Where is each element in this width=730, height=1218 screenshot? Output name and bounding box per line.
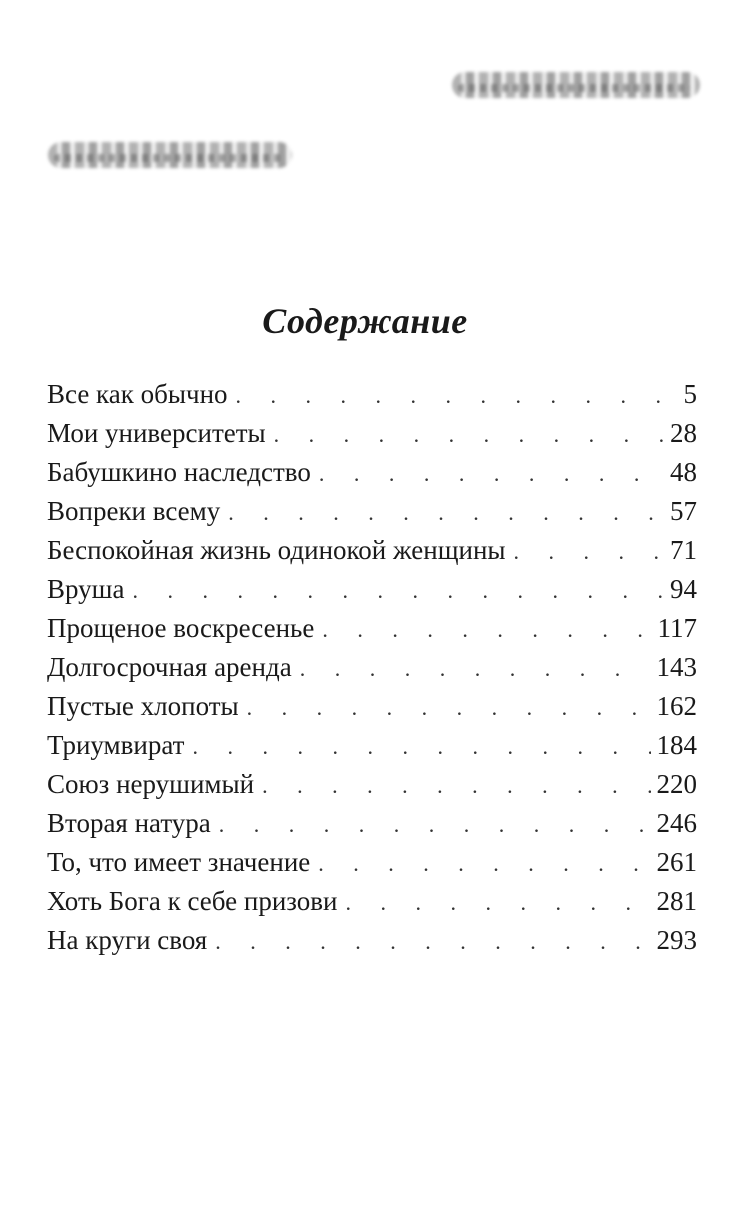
dot-leader	[262, 766, 650, 805]
toc-page-number: 184	[656, 730, 697, 760]
toc-entry[interactable]	[47, 531, 697, 570]
toc-entry[interactable]	[47, 843, 697, 882]
toc-page-number: 143	[656, 652, 697, 682]
toc-entry[interactable]	[47, 375, 697, 414]
redacted-smudge-top-left	[48, 142, 292, 168]
dot-leader	[318, 844, 650, 883]
toc-entry[interactable]	[47, 414, 697, 453]
toc-entry[interactable]	[47, 765, 697, 804]
toc-entry[interactable]	[47, 453, 697, 492]
toc-entry[interactable]	[47, 726, 697, 765]
dot-leader	[219, 805, 651, 844]
toc-page-number: 162	[656, 691, 697, 721]
toc-page-number: 5	[683, 379, 697, 409]
dot-leader	[192, 727, 650, 766]
toc-page-number: 71	[670, 535, 697, 565]
toc-page-number: 246	[656, 808, 697, 838]
toc-page-number: 220	[656, 769, 697, 799]
toc-entry-title: Союз нерушимый	[47, 769, 255, 799]
toc-entry-title: Хоть Бога к себе призови	[47, 886, 338, 916]
toc-entry[interactable]	[47, 648, 697, 687]
toc-entry-title: Беспокойная жизнь одинокой женщины	[47, 535, 506, 565]
toc-entry-title: Бабушкино наследство	[47, 457, 311, 487]
toc-page-number: 48	[670, 457, 697, 487]
dot-leader	[322, 610, 651, 649]
page-title: Содержание	[262, 301, 468, 341]
dot-leader	[300, 649, 651, 688]
toc-entry-title: Пустые хлопоты	[47, 691, 239, 721]
toc-entry-title: Вруша	[47, 574, 125, 604]
table-of-contents	[47, 375, 697, 960]
dot-leader	[132, 571, 664, 610]
toc-entry[interactable]	[47, 921, 697, 960]
dot-leader	[274, 415, 664, 454]
toc-entry[interactable]	[47, 609, 697, 648]
toc-page-number: 94	[670, 574, 697, 604]
toc-entry-title: Прощеное воскресенье	[47, 613, 315, 643]
dot-leader	[215, 922, 650, 961]
toc-entry-title: То, что имеет значение	[47, 847, 311, 877]
dot-leader	[346, 883, 651, 922]
toc-page-number: 261	[656, 847, 697, 877]
toc-entry[interactable]	[47, 804, 697, 843]
toc-entry-title: Все как обычно	[47, 379, 228, 409]
toc-entry[interactable]	[47, 882, 697, 921]
toc-page-number: 28	[670, 418, 697, 448]
dot-leader	[514, 532, 664, 571]
toc-page-number: 281	[656, 886, 697, 916]
toc-page-number: 57	[670, 496, 697, 526]
toc-entry[interactable]	[47, 570, 697, 609]
toc-entry[interactable]	[47, 687, 697, 726]
toc-page-number: 293	[656, 925, 697, 955]
toc-entry-title: На круги своя	[47, 925, 208, 955]
toc-page-number: 117	[657, 613, 697, 643]
redacted-smudge-top-right	[452, 72, 700, 98]
toc-entry-title: Долгосрочная аренда	[47, 652, 292, 682]
toc-entry[interactable]	[47, 492, 697, 531]
dot-leader	[236, 376, 671, 415]
dot-leader	[228, 493, 664, 532]
toc-entry-title: Триумвират	[47, 730, 185, 760]
dot-leader	[247, 688, 651, 727]
toc-entry-title: Вторая натура	[47, 808, 211, 838]
dot-leader	[319, 454, 664, 493]
toc-entry-title: Мои университеты	[47, 418, 266, 448]
toc-entry-title: Вопреки всему	[47, 496, 221, 526]
